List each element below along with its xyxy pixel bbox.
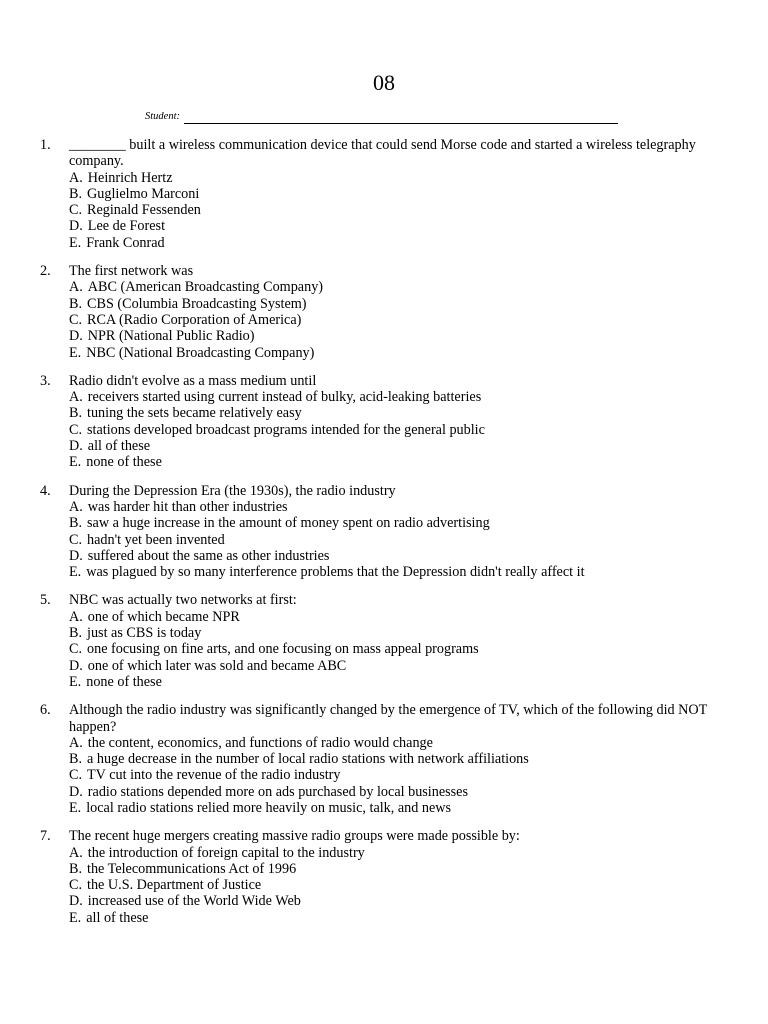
option-letter: D. bbox=[69, 328, 83, 345]
option-letter: D. bbox=[69, 783, 83, 800]
option-letter: C. bbox=[69, 202, 83, 219]
student-name-blank bbox=[184, 112, 618, 124]
option-text: local radio stations relied more heavily on music, talk, and news bbox=[86, 799, 452, 816]
option-text: TV cut into the revenue of the radio industry bbox=[87, 767, 341, 784]
question-number: 1. bbox=[40, 137, 51, 153]
question-number: 5. bbox=[40, 592, 51, 609]
option-letter: C. bbox=[69, 311, 83, 328]
question-stem: During the Depression Era (the 1930s), the radio industry bbox=[69, 482, 396, 499]
answer-option bbox=[69, 499, 730, 515]
option-text: NPR (National Public Radio) bbox=[87, 328, 255, 345]
option-text: the Telecommunications Act of 1996 bbox=[87, 860, 297, 877]
answer-option bbox=[69, 910, 730, 926]
answer-option bbox=[69, 422, 730, 438]
question-number: 2. bbox=[40, 263, 51, 280]
option-letter: A. bbox=[69, 498, 83, 515]
answer-option bbox=[69, 893, 730, 909]
answer-option bbox=[69, 296, 730, 312]
option-text: receivers started using current instead of bulky, acid-leaking batteries bbox=[87, 389, 482, 406]
option-text: one focusing on fine arts, and one focusing on mass appeal programs bbox=[87, 641, 479, 658]
answer-option bbox=[69, 784, 730, 800]
answer-option bbox=[69, 845, 730, 861]
option-letter: A. bbox=[69, 389, 83, 406]
option-letter: C. bbox=[69, 641, 83, 658]
option-text: suffered about the same as other industries bbox=[87, 547, 330, 564]
option-text: just as CBS is today bbox=[87, 625, 202, 642]
answer-option bbox=[69, 202, 730, 218]
option-letter: D. bbox=[69, 657, 83, 674]
option-letter: B. bbox=[69, 405, 83, 422]
option-letter: A. bbox=[69, 279, 83, 296]
option-text: none of these bbox=[86, 673, 162, 690]
option-text: the content, economics, and functions of radio would change bbox=[87, 734, 433, 751]
option-text: was harder hit than other industries bbox=[87, 498, 288, 515]
answer-option bbox=[69, 279, 730, 295]
option-text: hadn't yet been invented bbox=[87, 531, 225, 548]
option-letter: B. bbox=[69, 185, 83, 202]
option-text: the introduction of foreign capital to the industry bbox=[87, 844, 365, 861]
option-letter: B. bbox=[69, 860, 83, 877]
question-number: 7. bbox=[40, 828, 51, 845]
question-stem: Although the radio industry was significantly changed by the emergence of TV, which of the following did NOT happen? bbox=[69, 702, 708, 735]
answer-option bbox=[69, 674, 730, 690]
question-3 bbox=[40, 373, 730, 471]
option-letter: C. bbox=[69, 421, 83, 438]
question-number: 6. bbox=[40, 702, 51, 719]
question-stem: Radio didn't evolve as a mass medium until bbox=[69, 372, 317, 389]
option-text: a huge decrease in the number of local radio stations with network affiliations bbox=[87, 751, 529, 768]
answer-option bbox=[69, 312, 730, 328]
option-letter: C. bbox=[69, 767, 83, 784]
option-text: Reginald Fessenden bbox=[87, 202, 201, 219]
answer-option bbox=[69, 861, 730, 877]
option-text: CBS (Columbia Broadcasting System) bbox=[87, 295, 307, 312]
option-text: stations developed broadcast programs intended for the general public bbox=[87, 421, 485, 438]
answer-option bbox=[69, 625, 730, 641]
student-label: Student: bbox=[145, 111, 180, 122]
question-1 bbox=[40, 137, 730, 251]
option-letter: D. bbox=[69, 893, 83, 910]
option-text: increased use of the World Wide Web bbox=[87, 893, 301, 910]
option-letter: C. bbox=[69, 877, 83, 894]
question-body bbox=[69, 373, 730, 471]
page-title: 08 bbox=[373, 70, 395, 95]
question-number: 3. bbox=[40, 372, 51, 389]
answer-option bbox=[69, 345, 730, 361]
option-text: none of these bbox=[86, 454, 162, 471]
answer-option bbox=[69, 564, 730, 580]
answer-option bbox=[69, 405, 730, 421]
option-letter: E. bbox=[69, 454, 82, 471]
option-letter: E. bbox=[69, 234, 82, 251]
option-text: saw a huge increase in the amount of money spent on radio advertising bbox=[87, 515, 490, 532]
option-letter: A. bbox=[69, 608, 83, 625]
answer-option bbox=[69, 767, 730, 783]
option-text: RCA (Radio Corporation of America) bbox=[87, 311, 302, 328]
option-text: Lee de Forest bbox=[87, 218, 166, 235]
answer-option bbox=[69, 532, 730, 548]
option-letter: D. bbox=[69, 438, 83, 455]
option-text: radio stations depended more on ads purchased by local businesses bbox=[87, 783, 469, 800]
answer-option bbox=[69, 438, 730, 454]
option-text: NBC (National Broadcasting Company) bbox=[86, 344, 315, 361]
option-letter: B. bbox=[69, 295, 83, 312]
option-letter: E. bbox=[69, 673, 82, 690]
answer-option bbox=[69, 877, 730, 893]
option-text: ABC (American Broadcasting Company) bbox=[87, 279, 324, 296]
answer-option bbox=[69, 609, 730, 625]
question-body bbox=[69, 828, 730, 926]
question-number: 4. bbox=[40, 482, 51, 499]
option-letter: A. bbox=[69, 169, 83, 186]
answer-option bbox=[69, 800, 730, 816]
answer-option bbox=[69, 218, 730, 234]
option-text: all of these bbox=[87, 438, 151, 455]
question-stem: The recent huge mergers creating massive radio groups were made possible by: bbox=[69, 828, 520, 845]
answer-option bbox=[69, 235, 730, 251]
answer-option bbox=[69, 751, 730, 767]
option-text: the U.S. Department of Justice bbox=[87, 877, 262, 894]
option-letter: E. bbox=[69, 564, 82, 581]
answer-option bbox=[69, 186, 730, 202]
option-letter: D. bbox=[69, 547, 83, 564]
option-letter: B. bbox=[69, 625, 83, 642]
option-text: Guglielmo Marconi bbox=[87, 185, 200, 202]
question-4 bbox=[40, 483, 730, 581]
option-text: one of which later was sold and became ABC bbox=[87, 657, 347, 674]
question-stem: ________ built a wireless communication device that could send Morse code and started a wireless telegraphy company. bbox=[69, 137, 696, 170]
question-body bbox=[69, 592, 730, 690]
question-6 bbox=[40, 702, 730, 816]
answer-option bbox=[69, 170, 730, 186]
option-text: all of these bbox=[86, 909, 149, 926]
answer-option bbox=[69, 389, 730, 405]
question-body bbox=[69, 483, 730, 581]
option-letter: E. bbox=[69, 909, 82, 926]
question-7 bbox=[40, 828, 730, 926]
answer-option bbox=[69, 658, 730, 674]
option-letter: D. bbox=[69, 218, 83, 235]
answer-option bbox=[69, 641, 730, 657]
option-letter: B. bbox=[69, 515, 83, 532]
question-stem: NBC was actually two networks at first: bbox=[69, 592, 297, 609]
question-stem: The first network was bbox=[69, 263, 194, 280]
question-body bbox=[69, 137, 730, 251]
answer-option bbox=[69, 548, 730, 564]
question-5 bbox=[40, 592, 730, 690]
option-letter: E. bbox=[69, 344, 82, 361]
option-letter: E. bbox=[69, 799, 82, 816]
answer-option bbox=[69, 515, 730, 531]
option-text: was plagued by so many interference problems that the Depression didn't really affect it bbox=[86, 564, 585, 581]
option-letter: A. bbox=[69, 734, 83, 751]
option-letter: B. bbox=[69, 751, 83, 768]
answer-option bbox=[69, 454, 730, 470]
option-text: Frank Conrad bbox=[86, 234, 165, 251]
answer-option bbox=[69, 328, 730, 344]
student-name-line bbox=[145, 110, 618, 124]
answer-option bbox=[69, 735, 730, 751]
option-text: Heinrich Hertz bbox=[87, 169, 173, 186]
option-text: one of which became NPR bbox=[87, 608, 240, 625]
option-text: tuning the sets became relatively easy bbox=[87, 405, 302, 422]
question-list bbox=[40, 137, 730, 938]
question-body bbox=[69, 702, 730, 816]
question-2 bbox=[40, 263, 730, 361]
question-body bbox=[69, 263, 730, 361]
option-letter: C. bbox=[69, 531, 83, 548]
option-letter: A. bbox=[69, 844, 83, 861]
